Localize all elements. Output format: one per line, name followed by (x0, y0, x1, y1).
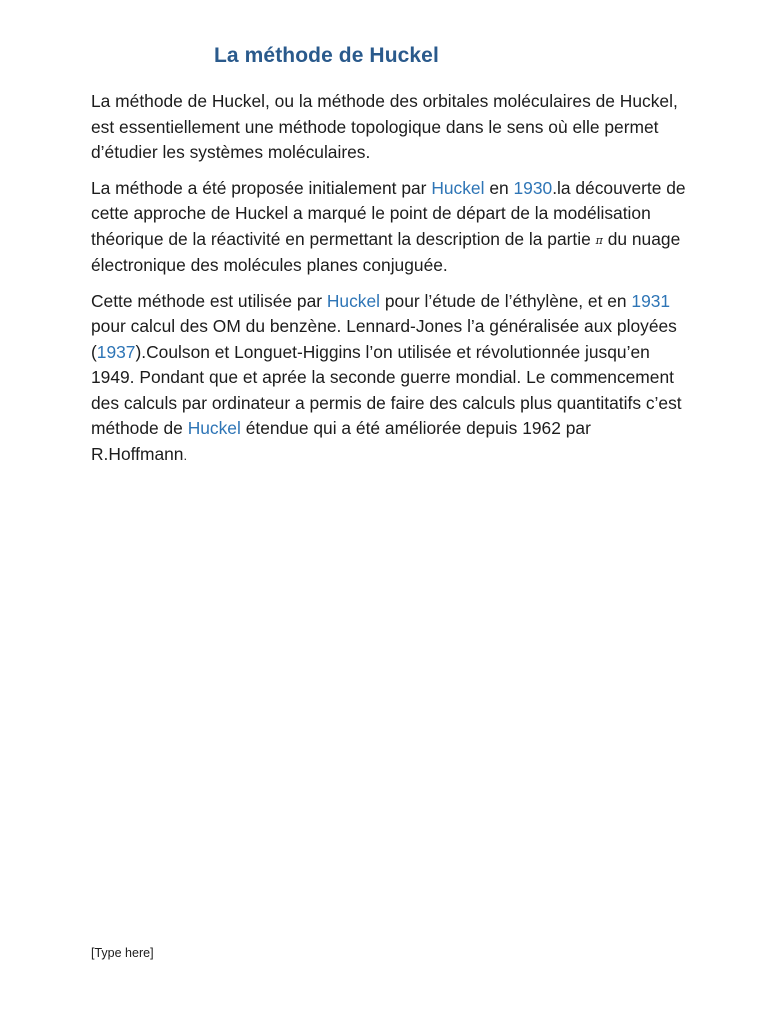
paragraph-3 (91, 289, 691, 469)
text-segment: La méthode de Huckel, ou la méthode des orbitales moléculaires de Huckel, est essentiellement une méthode topologique dans le sens où elle permet d’étudier les systèmes moléculaires. (91, 91, 678, 162)
pi-symbol: π (595, 233, 603, 247)
hyperlink-huckel[interactable]: Huckel (431, 177, 485, 198)
text-segment: ).Coulson et Longuet-Higgins l’on utilisée et révolutionnée jusqu’en 1949. Pondant que et aprée la seconde guerre mondial. Le commencement des calculs par ordinateur a permis de faire des calculs plus quantitatifs c’est méthode de (91, 341, 682, 438)
hyperlink-1930[interactable]: 1930 (513, 177, 553, 198)
document-body (91, 89, 691, 478)
text-segment: pour l’étude de l’éthylène, et en (380, 290, 632, 311)
text-segment: du nuage électronique des molécules planes conjuguée. (91, 228, 681, 275)
hyperlink-1931[interactable]: 1931 (631, 290, 671, 311)
text-segment: pour calcul des OM du benzène. Lennard-Jones l’a généralisée aux ployées ( (91, 316, 677, 362)
text-segment: La méthode a été proposée initialement par (91, 177, 432, 198)
text-segment: Cette méthode est utilisée par (91, 290, 327, 311)
page-title: La méthode de Huckel (214, 44, 439, 67)
hyperlink-huckel[interactable]: Huckel (326, 290, 381, 311)
text-segment: étendue qui a été améliorée depuis 1962 par R.Hoffmann (91, 418, 591, 464)
hyperlink-huckel[interactable]: Huckel (187, 418, 241, 438)
footer-placeholder[interactable]: [Type here] (91, 946, 154, 960)
text-segment: .la découverte de cette approche de Huckel a marqué le point de départ de la modélisation théorique de la réactivité en permettant la description de la partie (91, 177, 686, 249)
paragraph-2 (91, 176, 691, 279)
text-segment: en (484, 177, 514, 198)
text-segment: . (183, 447, 188, 463)
paragraph-1 (91, 89, 691, 166)
hyperlink-1937[interactable]: 1937 (96, 341, 136, 362)
